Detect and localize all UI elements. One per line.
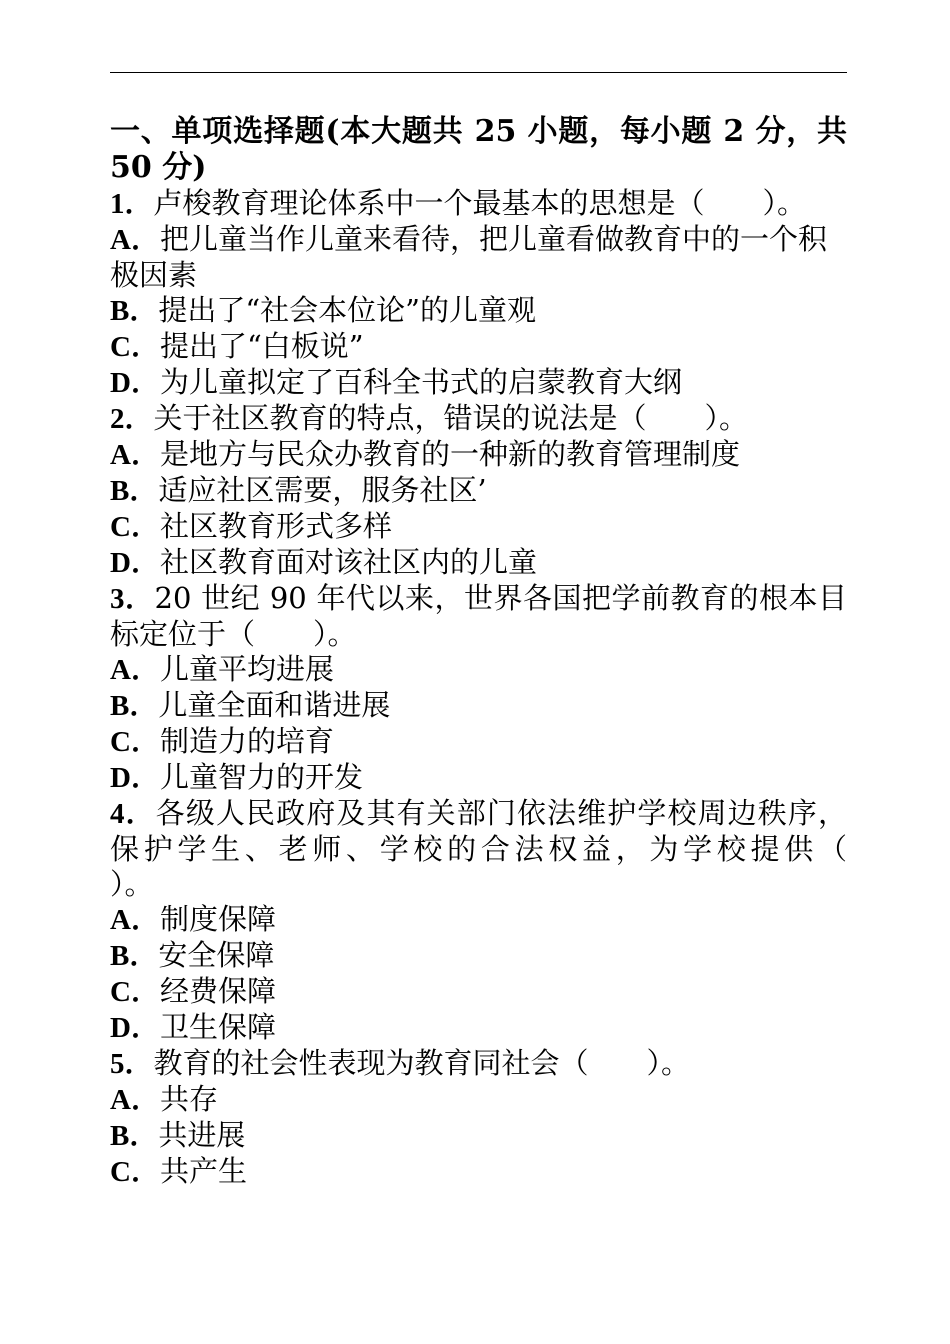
option-text: 儿童平均进展 bbox=[159, 652, 334, 686]
option-item bbox=[110, 1118, 847, 1154]
option-letter: D． bbox=[110, 762, 160, 794]
option-item bbox=[110, 974, 847, 1010]
option-text: 制造力的培育 bbox=[159, 724, 334, 758]
document-body bbox=[110, 114, 906, 1190]
option-item bbox=[110, 1154, 847, 1190]
option-item bbox=[110, 724, 847, 760]
question-block bbox=[110, 1046, 847, 1190]
header-rule bbox=[110, 72, 847, 73]
section-heading: 一、单项选择题(本大题共 25 小题，每小题 2 分，共 50 分) bbox=[110, 114, 858, 185]
option-letter: B． bbox=[110, 295, 159, 327]
question-number: 5． bbox=[110, 1048, 154, 1080]
option-letter: B． bbox=[110, 690, 159, 722]
question-stem bbox=[110, 186, 847, 222]
option-item bbox=[110, 545, 847, 581]
question-text: 各级人民政府及其有关部门依法维护学校周边秩序，保护学生、老师、学校的合法权益，为学校提供（ ）。 bbox=[110, 796, 906, 901]
option-item bbox=[110, 652, 847, 688]
option-text: 共进展 bbox=[158, 1118, 246, 1152]
option-item bbox=[110, 437, 847, 473]
option-item bbox=[110, 509, 847, 545]
option-item bbox=[110, 938, 847, 974]
option-text: 社区教育面对该社区内的儿童 bbox=[159, 545, 537, 579]
option-item bbox=[110, 1010, 847, 1046]
question-block bbox=[110, 581, 847, 796]
option-letter: C． bbox=[110, 331, 160, 363]
option-text: 经费保障 bbox=[159, 974, 276, 1008]
option-letter: C． bbox=[110, 1156, 160, 1188]
option-text: 适应社区需要，服务社区’ bbox=[158, 473, 487, 507]
option-letter: A． bbox=[110, 224, 160, 256]
option-letter: A． bbox=[110, 904, 160, 936]
question-stem bbox=[110, 796, 906, 902]
option-text: 儿童全面和谐进展 bbox=[158, 688, 391, 722]
option-item bbox=[110, 1082, 847, 1118]
option-text: 共产生 bbox=[159, 1154, 247, 1188]
option-item bbox=[110, 760, 847, 796]
option-letter: B． bbox=[110, 1120, 159, 1152]
question-block bbox=[110, 401, 847, 581]
option-letter: A． bbox=[110, 439, 160, 471]
question-number: 2． bbox=[110, 403, 154, 435]
option-letter: D． bbox=[110, 367, 160, 399]
option-letter: A． bbox=[110, 654, 160, 686]
option-letter: C． bbox=[110, 726, 160, 758]
question-text: 20 世纪 90 年代以来，世界各国把学前教育的根本目标定位于（ ）。 bbox=[110, 581, 847, 651]
question-stem bbox=[110, 581, 847, 652]
option-letter: D． bbox=[110, 1012, 160, 1044]
option-text: 安全保障 bbox=[158, 938, 275, 972]
question-block bbox=[110, 796, 906, 1046]
option-letter: C． bbox=[110, 511, 160, 543]
question-number: 4． bbox=[110, 798, 156, 830]
question-text: 关于社区教育的特点，错误的说法是（ ）。 bbox=[153, 401, 749, 435]
option-text: 社区教育形式多样 bbox=[159, 509, 392, 543]
question-text: 教育的社会性表现为教育同社会（ ）。 bbox=[153, 1046, 691, 1080]
option-item bbox=[110, 222, 847, 293]
option-letter: D． bbox=[110, 547, 160, 579]
option-item bbox=[110, 902, 847, 938]
option-letter: B． bbox=[110, 475, 159, 507]
question-list bbox=[110, 186, 906, 1190]
question-stem bbox=[110, 401, 847, 437]
option-text: 提出了“白板说” bbox=[159, 329, 364, 363]
option-text: 是地方与民众办教育的一种新的教育管理制度 bbox=[159, 437, 740, 471]
question-text: 卢梭教育理论体系中一个最基本的思想是（ ）。 bbox=[153, 186, 807, 220]
option-item bbox=[110, 293, 847, 329]
question-number: 1． bbox=[110, 188, 154, 220]
option-item bbox=[110, 688, 847, 724]
option-text: 制度保障 bbox=[159, 902, 276, 936]
option-text: 共存 bbox=[159, 1082, 218, 1116]
option-text: 卫生保障 bbox=[159, 1010, 276, 1044]
option-item bbox=[110, 329, 847, 365]
option-letter: C． bbox=[110, 976, 160, 1008]
option-letter: B． bbox=[110, 940, 159, 972]
option-text: 儿童智力的开发 bbox=[159, 760, 363, 794]
option-letter: A． bbox=[110, 1084, 160, 1116]
question-block bbox=[110, 186, 847, 401]
option-item bbox=[110, 365, 847, 401]
question-number: 3． bbox=[110, 583, 155, 615]
question-stem bbox=[110, 1046, 847, 1082]
option-text: 把儿童当作儿童来看待，把儿童看做教育中的一个积极因素 bbox=[110, 222, 827, 292]
option-text: 为儿童拟定了百科全书式的启蒙教育大纲 bbox=[159, 365, 682, 399]
option-item bbox=[110, 473, 847, 509]
option-text: 提出了“社会本位论”的儿童观 bbox=[158, 293, 536, 327]
